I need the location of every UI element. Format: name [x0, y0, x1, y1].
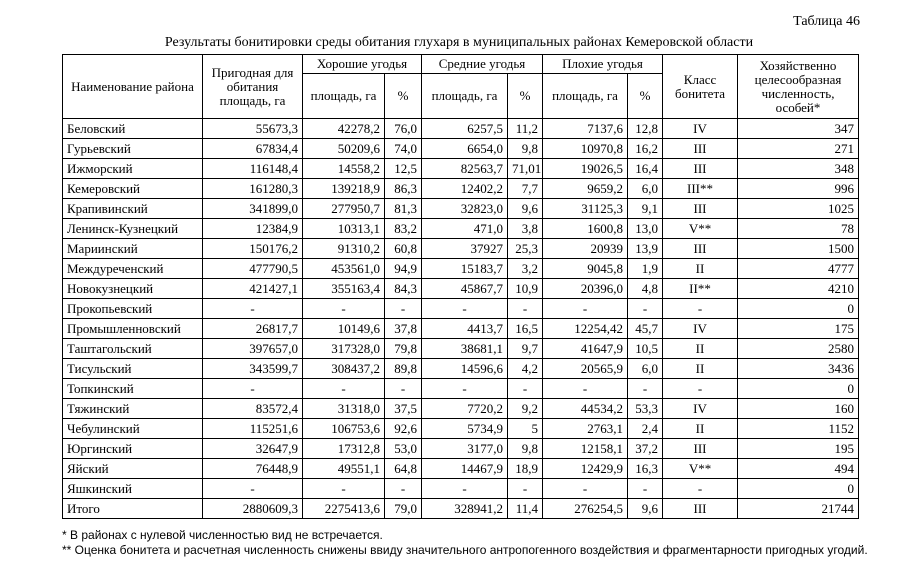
value-cell: 348 — [738, 159, 859, 179]
value-cell: 2880609,3 — [203, 499, 303, 519]
value-cell: 4,8 — [628, 279, 663, 299]
value-cell: 271 — [738, 139, 859, 159]
value-cell: 49551,1 — [303, 459, 385, 479]
value-cell: 9,6 — [508, 199, 543, 219]
district-cell: Прокопьевский — [63, 299, 203, 319]
value-cell: 41647,9 — [543, 339, 628, 359]
value-cell: 14596,6 — [422, 359, 508, 379]
district-cell: Ижморский — [63, 159, 203, 179]
value-cell: 328941,2 — [422, 499, 508, 519]
value-cell: 45,7 — [628, 319, 663, 339]
value-cell: 38681,1 — [422, 339, 508, 359]
table-row — [63, 139, 859, 159]
header-good-percent: % — [385, 74, 422, 119]
value-cell: 0 — [738, 479, 859, 499]
value-cell: 2275413,6 — [303, 499, 385, 519]
value-cell: 44534,2 — [543, 399, 628, 419]
table-row — [63, 319, 859, 339]
value-cell: 92,6 — [385, 419, 422, 439]
value-cell: 10149,6 — [303, 319, 385, 339]
value-cell: 175 — [738, 319, 859, 339]
value-cell: - — [303, 299, 385, 319]
value-cell: 86,3 — [385, 179, 422, 199]
value-cell: 53,3 — [628, 399, 663, 419]
value-cell: 5734,9 — [422, 419, 508, 439]
value-cell: 64,8 — [385, 459, 422, 479]
value-cell: 343599,7 — [203, 359, 303, 379]
value-cell: 7720,2 — [422, 399, 508, 419]
district-cell: Кемеровский — [63, 179, 203, 199]
value-cell: III — [663, 199, 738, 219]
district-cell: Крапивинский — [63, 199, 203, 219]
table-row — [63, 239, 859, 259]
value-cell: 74,0 — [385, 139, 422, 159]
district-cell: Юргинский — [63, 439, 203, 459]
value-cell: 19026,5 — [543, 159, 628, 179]
table-row — [63, 459, 859, 479]
value-cell: 25,3 — [508, 239, 543, 259]
table-number: Таблица 46 — [793, 14, 860, 29]
value-cell: 89,8 — [385, 359, 422, 379]
header-quantity: Хозяйственно целесообразная численность, особей* — [738, 55, 859, 119]
header-good: Хорошие угодья — [303, 55, 422, 74]
district-cell: Итого — [63, 499, 203, 519]
table-row — [63, 359, 859, 379]
value-cell: 6,0 — [628, 179, 663, 199]
value-cell: 9,8 — [508, 139, 543, 159]
value-cell: 12402,2 — [422, 179, 508, 199]
value-cell: - — [663, 379, 738, 399]
value-cell: 60,8 — [385, 239, 422, 259]
value-cell: 14467,9 — [422, 459, 508, 479]
value-cell: 42278,2 — [303, 119, 385, 139]
value-cell: 6,0 — [628, 359, 663, 379]
value-cell: 477790,5 — [203, 259, 303, 279]
value-cell: 308437,2 — [303, 359, 385, 379]
table-row — [63, 339, 859, 359]
value-cell: 82563,7 — [422, 159, 508, 179]
value-cell: 12,8 — [628, 119, 663, 139]
value-cell: 7,7 — [508, 179, 543, 199]
value-cell: 996 — [738, 179, 859, 199]
district-cell: Мариинский — [63, 239, 203, 259]
value-cell: 0 — [738, 379, 859, 399]
value-cell: - — [385, 299, 422, 319]
value-cell: 94,9 — [385, 259, 422, 279]
value-cell: 5 — [508, 419, 543, 439]
table-row — [63, 179, 859, 199]
value-cell: - — [385, 479, 422, 499]
value-cell: 11,2 — [508, 119, 543, 139]
value-cell: 16,5 — [508, 319, 543, 339]
value-cell: 45867,7 — [422, 279, 508, 299]
value-cell: 115251,6 — [203, 419, 303, 439]
value-cell: 421427,1 — [203, 279, 303, 299]
value-cell: - — [422, 299, 508, 319]
value-cell: - — [543, 299, 628, 319]
value-cell: - — [508, 299, 543, 319]
value-cell: 91310,2 — [303, 239, 385, 259]
table-row — [63, 419, 859, 439]
value-cell: III — [663, 239, 738, 259]
habitat-table — [62, 54, 859, 519]
value-cell: 12254,42 — [543, 319, 628, 339]
value-cell: - — [203, 299, 303, 319]
district-cell: Ленинск-Кузнецкий — [63, 219, 203, 239]
value-cell: 9,2 — [508, 399, 543, 419]
value-cell: 31318,0 — [303, 399, 385, 419]
value-cell: 139218,9 — [303, 179, 385, 199]
value-cell: - — [508, 479, 543, 499]
table-row — [63, 159, 859, 179]
value-cell: 79,0 — [385, 499, 422, 519]
value-cell: 195 — [738, 439, 859, 459]
value-cell: 32823,0 — [422, 199, 508, 219]
value-cell: - — [628, 299, 663, 319]
value-cell: 76,0 — [385, 119, 422, 139]
value-cell: 15183,7 — [422, 259, 508, 279]
header-medium-percent: % — [508, 74, 543, 119]
value-cell: 10970,8 — [543, 139, 628, 159]
table-row — [63, 439, 859, 459]
district-cell: Новокузнецкий — [63, 279, 203, 299]
value-cell: 9,6 — [628, 499, 663, 519]
value-cell: 150176,2 — [203, 239, 303, 259]
header-class: Класс бонитета — [663, 55, 738, 119]
value-cell: 9659,2 — [543, 179, 628, 199]
value-cell: 4210 — [738, 279, 859, 299]
value-cell: III** — [663, 179, 738, 199]
value-cell: 53,0 — [385, 439, 422, 459]
value-cell: 67834,4 — [203, 139, 303, 159]
value-cell: 12384,9 — [203, 219, 303, 239]
value-cell: - — [663, 479, 738, 499]
value-cell: IV — [663, 399, 738, 419]
district-cell: Гурьевский — [63, 139, 203, 159]
table-row — [63, 479, 859, 499]
value-cell: 17312,8 — [303, 439, 385, 459]
value-cell: - — [203, 479, 303, 499]
district-cell: Промышленновский — [63, 319, 203, 339]
value-cell: 12158,1 — [543, 439, 628, 459]
value-cell: III — [663, 159, 738, 179]
footnotes — [62, 528, 868, 558]
value-cell: 347 — [738, 119, 859, 139]
value-cell: - — [628, 379, 663, 399]
value-cell: 494 — [738, 459, 859, 479]
district-cell: Междуреченский — [63, 259, 203, 279]
value-cell: 397657,0 — [203, 339, 303, 359]
value-cell: 32647,9 — [203, 439, 303, 459]
value-cell: - — [508, 379, 543, 399]
value-cell: - — [628, 479, 663, 499]
value-cell: 10,5 — [628, 339, 663, 359]
value-cell: 4,2 — [508, 359, 543, 379]
value-cell: II — [663, 339, 738, 359]
value-cell: - — [543, 379, 628, 399]
value-cell: - — [543, 479, 628, 499]
table-caption: Результаты бонитировки среды обитания глухаря в муниципальных районах Кемеровской области — [164, 35, 754, 50]
value-cell: 12,5 — [385, 159, 422, 179]
value-cell: 12429,9 — [543, 459, 628, 479]
value-cell: 317328,0 — [303, 339, 385, 359]
table-body — [63, 119, 859, 519]
table-row — [63, 199, 859, 219]
value-cell: 37927 — [422, 239, 508, 259]
value-cell: 10,9 — [508, 279, 543, 299]
value-cell: 31125,3 — [543, 199, 628, 219]
header-poor-area: площадь, га — [543, 74, 628, 119]
value-cell: 84,3 — [385, 279, 422, 299]
value-cell: 16,2 — [628, 139, 663, 159]
value-cell: IV — [663, 119, 738, 139]
value-cell: 453561,0 — [303, 259, 385, 279]
district-cell: Яшкинский — [63, 479, 203, 499]
header-suitable-area: Пригодная для обитания площадь, га — [203, 55, 303, 119]
value-cell: 13,0 — [628, 219, 663, 239]
table-row — [63, 259, 859, 279]
header-medium: Средние угодья — [422, 55, 543, 74]
value-cell: II — [663, 359, 738, 379]
table-row — [63, 299, 859, 319]
value-cell: 1,9 — [628, 259, 663, 279]
value-cell: 37,2 — [628, 439, 663, 459]
district-cell: Беловский — [63, 119, 203, 139]
value-cell: 9,8 — [508, 439, 543, 459]
value-cell: 55673,3 — [203, 119, 303, 139]
value-cell: 37,5 — [385, 399, 422, 419]
value-cell: 9045,8 — [543, 259, 628, 279]
value-cell: 160 — [738, 399, 859, 419]
value-cell: IV — [663, 319, 738, 339]
value-cell: II — [663, 419, 738, 439]
value-cell: 18,9 — [508, 459, 543, 479]
value-cell: 20939 — [543, 239, 628, 259]
table-row — [63, 219, 859, 239]
value-cell: 9,1 — [628, 199, 663, 219]
value-cell: 21744 — [738, 499, 859, 519]
header-district: Наименование района — [63, 55, 203, 119]
district-cell: Топкинский — [63, 379, 203, 399]
value-cell: - — [422, 479, 508, 499]
value-cell: 341899,0 — [203, 199, 303, 219]
value-cell: 106753,6 — [303, 419, 385, 439]
table-row — [63, 279, 859, 299]
district-cell: Таштагольский — [63, 339, 203, 359]
header-poor-percent: % — [628, 74, 663, 119]
value-cell: 355163,4 — [303, 279, 385, 299]
value-cell: - — [303, 479, 385, 499]
value-cell: 2763,1 — [543, 419, 628, 439]
value-cell: 50209,6 — [303, 139, 385, 159]
value-cell: 1600,8 — [543, 219, 628, 239]
value-cell: V** — [663, 219, 738, 239]
value-cell: III — [663, 499, 738, 519]
value-cell: III — [663, 439, 738, 459]
value-cell: 81,3 — [385, 199, 422, 219]
value-cell: 3,8 — [508, 219, 543, 239]
value-cell: 4777 — [738, 259, 859, 279]
value-cell: 78 — [738, 219, 859, 239]
value-cell: 0 — [738, 299, 859, 319]
header-poor: Плохие угодья — [543, 55, 663, 74]
value-cell: - — [422, 379, 508, 399]
value-cell: 20396,0 — [543, 279, 628, 299]
value-cell: - — [303, 379, 385, 399]
value-cell: 20565,9 — [543, 359, 628, 379]
value-cell: 11,4 — [508, 499, 543, 519]
value-cell: 4413,7 — [422, 319, 508, 339]
value-cell: 276254,5 — [543, 499, 628, 519]
value-cell: 10313,1 — [303, 219, 385, 239]
total-row — [63, 499, 859, 519]
header-medium-area: площадь, га — [422, 74, 508, 119]
value-cell: 2580 — [738, 339, 859, 359]
value-cell: 16,3 — [628, 459, 663, 479]
value-cell: 16,4 — [628, 159, 663, 179]
value-cell: - — [385, 379, 422, 399]
value-cell: 6257,5 — [422, 119, 508, 139]
value-cell: 2,4 — [628, 419, 663, 439]
value-cell: 6654,0 — [422, 139, 508, 159]
table-row — [63, 119, 859, 139]
value-cell: 14558,2 — [303, 159, 385, 179]
value-cell: 37,8 — [385, 319, 422, 339]
table-row — [63, 399, 859, 419]
footnote-1: * В районах с нулевой численностью вид не встречается. — [62, 528, 383, 542]
value-cell: 79,8 — [385, 339, 422, 359]
district-cell: Тяжинский — [63, 399, 203, 419]
district-cell: Яйский — [63, 459, 203, 479]
value-cell: 116148,4 — [203, 159, 303, 179]
value-cell: 3436 — [738, 359, 859, 379]
value-cell: - — [663, 299, 738, 319]
district-cell: Чебулинский — [63, 419, 203, 439]
value-cell: 13,9 — [628, 239, 663, 259]
value-cell: - — [203, 379, 303, 399]
value-cell: 471,0 — [422, 219, 508, 239]
value-cell: V** — [663, 459, 738, 479]
value-cell: 3177,0 — [422, 439, 508, 459]
value-cell: 26817,7 — [203, 319, 303, 339]
value-cell: 1500 — [738, 239, 859, 259]
value-cell: 83572,4 — [203, 399, 303, 419]
value-cell: 277950,7 — [303, 199, 385, 219]
value-cell: 7137,6 — [543, 119, 628, 139]
value-cell: 71,01 — [508, 159, 543, 179]
value-cell: 83,2 — [385, 219, 422, 239]
district-cell: Тисульский — [63, 359, 203, 379]
header-good-area: площадь, га — [303, 74, 385, 119]
value-cell: 9,7 — [508, 339, 543, 359]
value-cell: 1152 — [738, 419, 859, 439]
value-cell: II — [663, 259, 738, 279]
value-cell: 3,2 — [508, 259, 543, 279]
table-row — [63, 379, 859, 399]
value-cell: II** — [663, 279, 738, 299]
value-cell: 1025 — [738, 199, 859, 219]
value-cell: III — [663, 139, 738, 159]
footnote-2: ** Оценка бонитета и расчетная численность снижены ввиду значительного антропогенного воздействия и фрагментарности пригодных угодий. — [62, 543, 868, 557]
value-cell: 161280,3 — [203, 179, 303, 199]
value-cell: 76448,9 — [203, 459, 303, 479]
